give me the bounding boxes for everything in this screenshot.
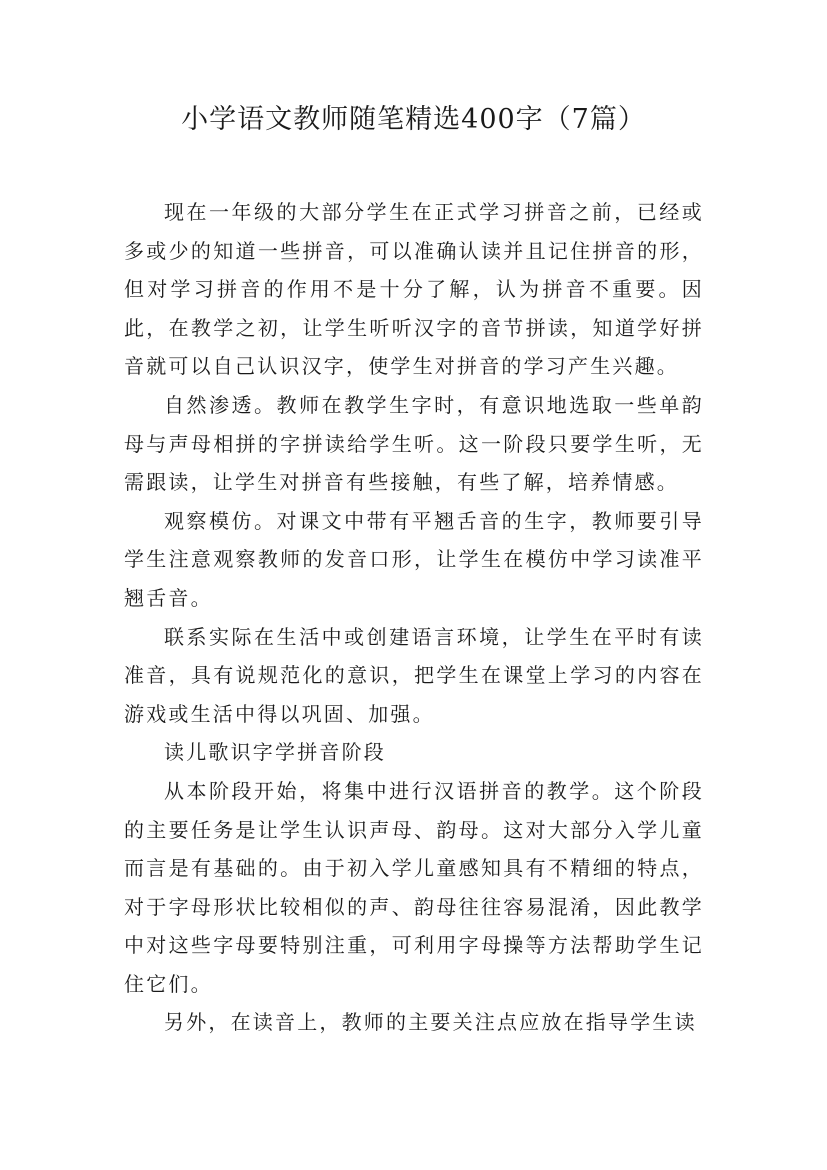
section-heading: 读儿歌识字学拼音阶段 — [164, 740, 386, 765]
paragraph-1: 现在一年级的大部分学生在正式学习拼音之前，已经或多或少的知道一些拼音，可以准确认读并且记住拼音的形，但对学习拼音的作用不是十分了解，认为拼音不重要。因此，在教学之初，让学生听听汉字的音节拼读，知道学好拼音就可以自己认识汉字，使学生对拼音的学习产生兴趣。 — [124, 200, 704, 379]
paragraph-2: 自然渗透。教师在教学生字时，有意识地选取一些单韵母与声母相拼的字拼读给学生听。这一阶段只要学生听，无需跟读，让学生对拼音有些接触，有些了解，培养情感。 — [124, 392, 704, 495]
paragraph-3: 观察模仿。对课文中带有平翘舌音的生字，教师要引导学生注意观察教师的发音口形，让学生在模仿中学习读准平翘舌音。 — [124, 508, 704, 610]
document-title: 小学语文教师随笔精选400字（7篇） — [181, 104, 646, 135]
paragraph-5: 从本阶段开始，将集中进行汉语拼音的教学。这个阶段的主要任务是让学生认识声母、韵母。这对大部分入学儿童而言是有基础的。由于初入学儿童感知具有不精细的特点，对于字母形状比较相似的声、韵母往往容易混淆，因此教学中对这些字母要特别注重，可利用字母操等方法帮助学生记住它们。 — [124, 778, 704, 996]
paragraph-4: 联系实际在生活中或创建语言环境，让学生在平时有读准音，具有说规范化的意识，把学生在课堂上学习的内容在游戏或生活中得以巩固、加强。 — [124, 624, 704, 726]
paragraph-6: 另外，在读音上，教师的主要关注点应放在指导学生读 — [164, 1010, 697, 1035]
document-body — [124, 193, 704, 1042]
